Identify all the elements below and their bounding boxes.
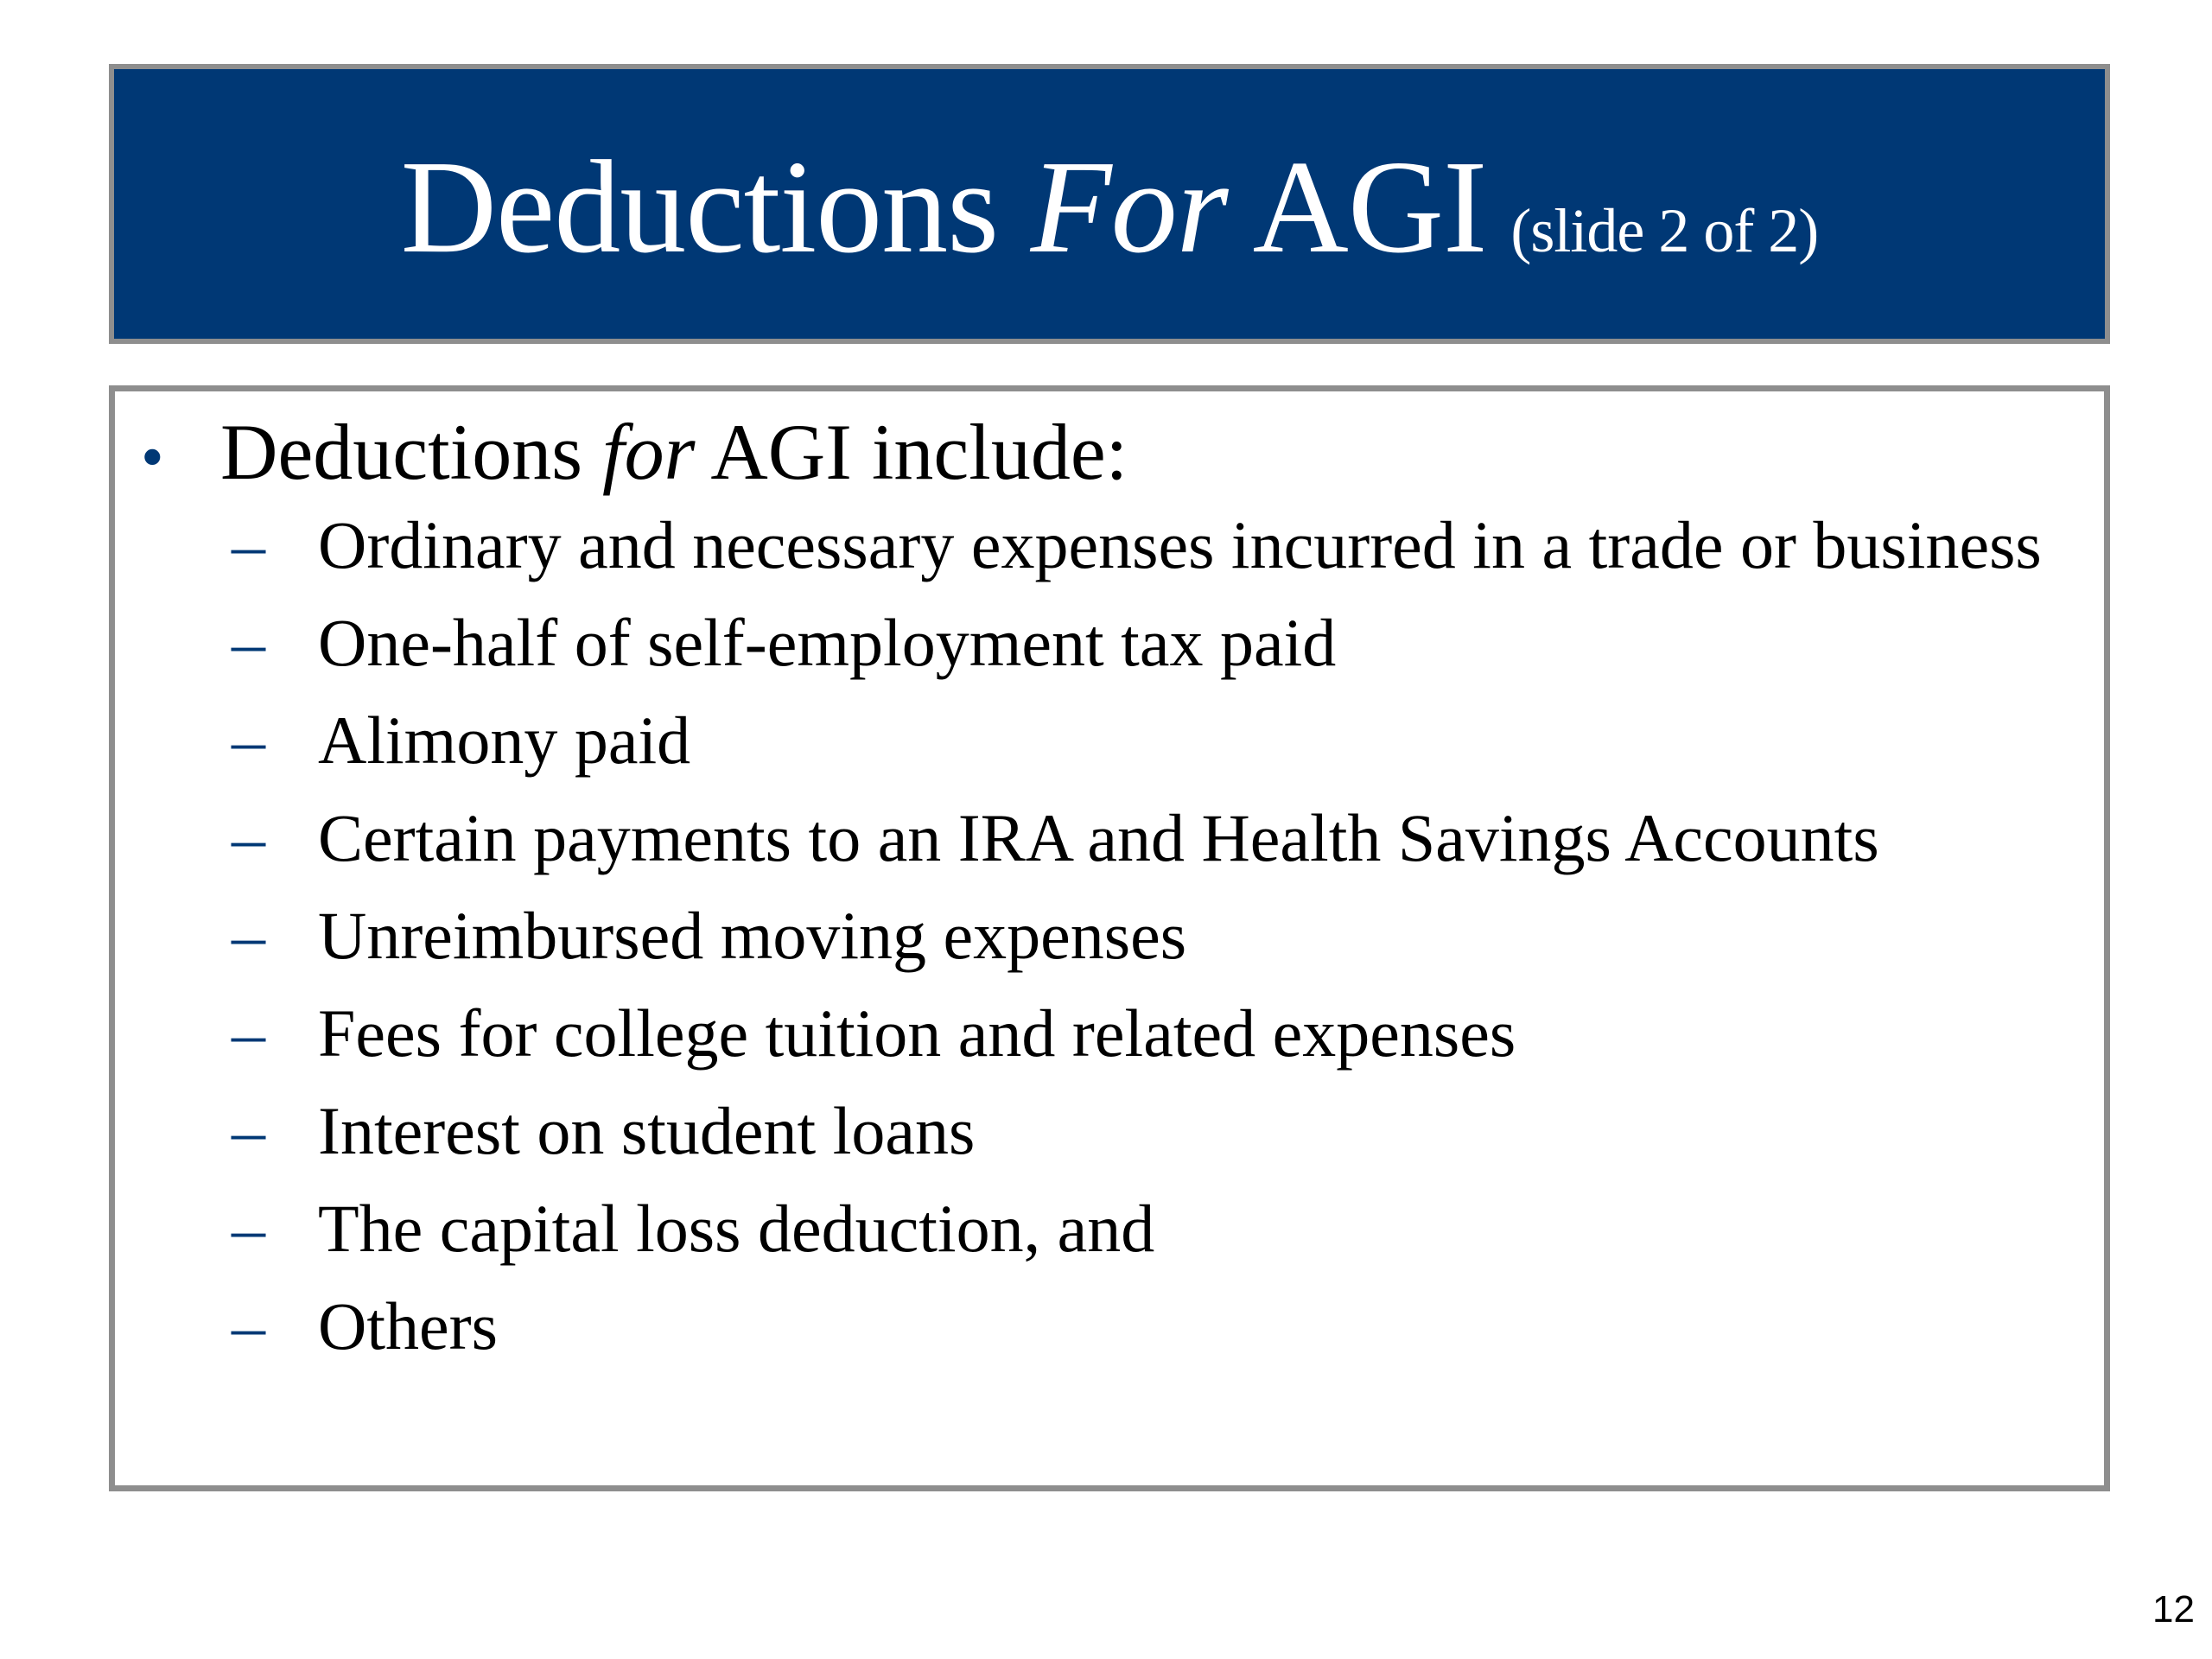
sub-bullet-text: Interest on student loans [318,1093,976,1168]
sub-bullet-item [115,505,2104,585]
bullet-marker: • [141,421,164,493]
sub-bullet-text: Certain payments to an IRA and Health Savings Accounts [318,800,1879,875]
title-word-for: For [1030,134,1228,281]
sub-bullet-text: Ordinary and necessary expenses incurred in a trade or business [318,507,2042,582]
sub-bullet-item [115,701,2104,780]
slide-title [400,134,1819,281]
bullet-item [141,409,1128,496]
sub-bullet-text: Fees for college tuition and related expenses [318,995,1516,1071]
bullet-text [220,409,1128,496]
page-number: 12 [2152,1588,2195,1630]
sub-bullet-text: The capital loss deduction, and [318,1191,1155,1266]
content-frame [109,385,2110,1491]
dash-marker: – [232,605,265,680]
dash-marker: – [232,1093,265,1168]
sub-bullet-item [115,1189,2104,1268]
slide-title-banner [109,64,2110,344]
sub-bullet-text: Unreimbursed moving expenses [318,898,1187,973]
bullet-text-post: AGI include: [710,408,1128,496]
dash-marker: – [232,898,265,973]
sub-bullet-item [115,603,2104,683]
sub-bullet-text: One-half of self-employment tax paid [318,605,1337,680]
dash-marker: – [232,702,265,778]
sub-bullet-text: Others [318,1288,498,1363]
dash-marker: – [232,995,265,1071]
dash-marker: – [232,1191,265,1266]
sub-bullet-item [115,1091,2104,1171]
dash-marker: – [232,507,265,582]
sub-bullet-list [115,505,2104,1384]
title-subtitle: (slide 2 of 2) [1510,196,1819,265]
title-word-deductions: Deductions [400,134,999,281]
dash-marker: – [232,1288,265,1363]
dash-marker: – [232,800,265,875]
sub-bullet-item [115,798,2104,878]
title-word-agi: AGI [1252,134,1487,281]
sub-bullet-text: Alimony paid [318,702,691,778]
sub-bullet-item [115,896,2104,976]
bullet-text-em: for [602,408,696,496]
bullet-text-pre: Deductions [220,408,583,496]
sub-bullet-item [115,1287,2104,1366]
sub-bullet-item [115,994,2104,1073]
